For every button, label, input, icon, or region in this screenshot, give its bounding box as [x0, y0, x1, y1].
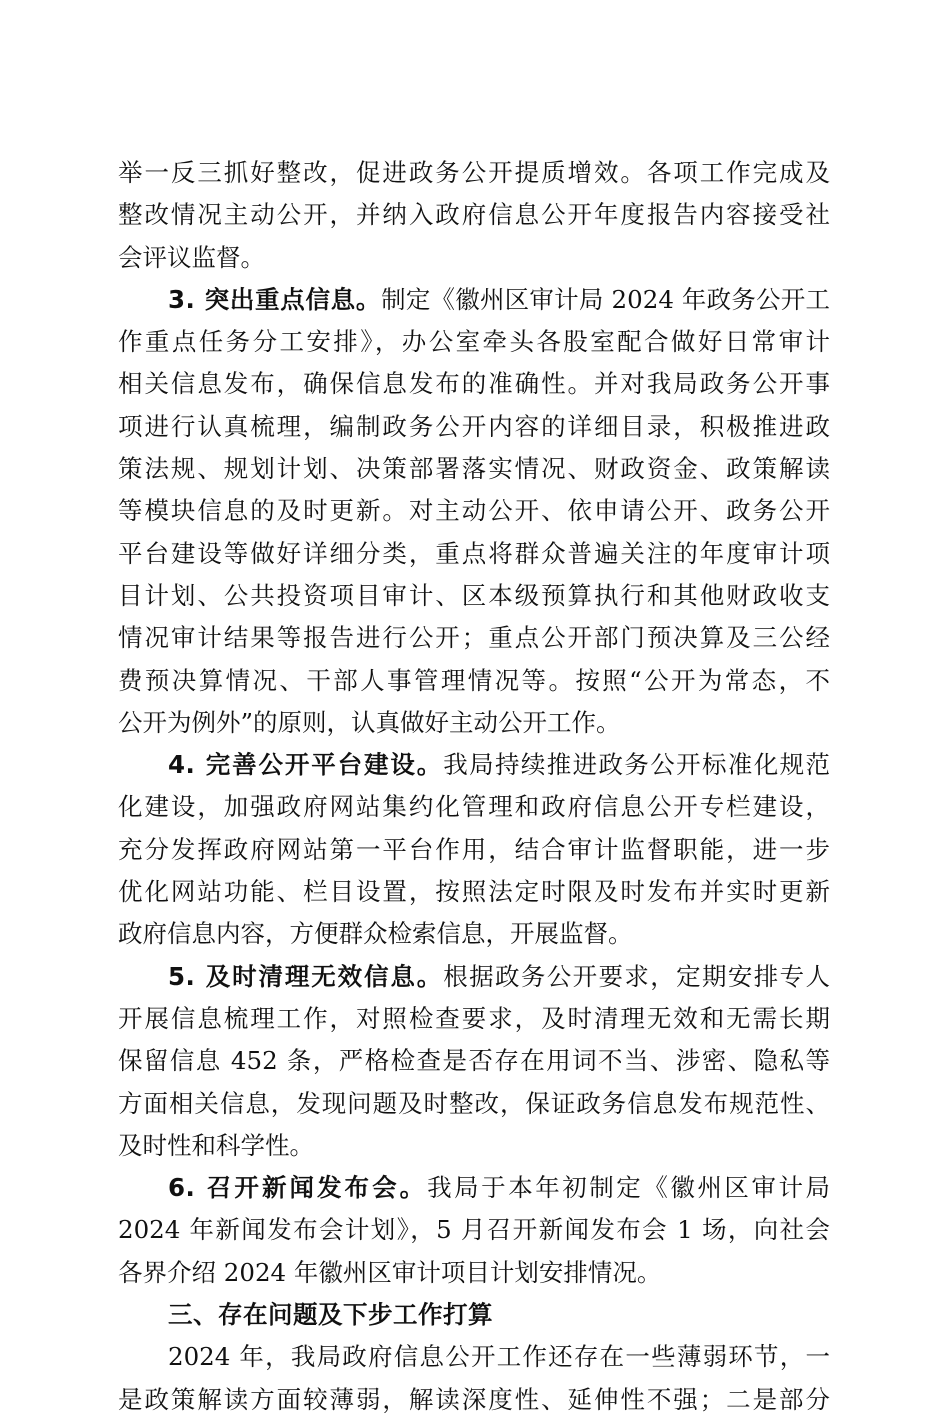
- text-line: 各界介绍 2024 年徽州区审计项目计划安排情况。: [118, 1257, 662, 1287]
- text-line: 优化网站功能、栏目设置，按照法定时限及时发布并实时更新: [118, 877, 830, 907]
- section-3-first-line: [118, 279, 830, 321]
- text-line: 作重点任务分工安排》，办公室牵头各股室配合做好日常审计: [118, 327, 830, 357]
- section-4-heading: 4. 完善公开平台建设。: [168, 750, 444, 780]
- text-line: 整改情况主动公开，并纳入政府信息公开年度报告内容接受社: [118, 200, 830, 230]
- text-line: 费预决算情况、干部人事管理情况等。按照“公开为常态，不: [118, 665, 830, 695]
- text-line: 政府信息内容，方便群众检索信息，开展监督。: [118, 919, 633, 949]
- document-page: [118, 152, 830, 1421]
- text-line: 方面相关信息，发现问题及时整改，保证政务信息发布规范性、: [118, 1088, 830, 1118]
- text-line: 相关信息发布，确保信息发布的准确性。并对我局政务公开事: [118, 369, 830, 399]
- text-line: 及时性和科学性。: [118, 1130, 314, 1160]
- text-line: 2024 年新闻发布会计划》，5 月召开新闻发布会 1 场，向社会: [118, 1215, 830, 1245]
- text-line: 会评议监督。: [118, 242, 265, 272]
- section-5-heading: 5. 及时清理无效信息。: [168, 961, 444, 991]
- section-4-first-line: [118, 744, 830, 786]
- text-line: 公开为例外”的原则，认真做好主动公开工作。: [118, 707, 621, 737]
- section-6-text: 我局于本年初制定《徽州区审计局: [427, 1173, 830, 1203]
- section-6-first-line: [118, 1167, 830, 1209]
- text-line: 等模块信息的及时更新。对主动公开、依申请公开、政务公开: [118, 496, 830, 526]
- text-line: 项进行认真梳理，编制政务公开内容的详细目录，积极推进政: [118, 411, 830, 441]
- text-line: 2024 年，我局政府信息公开工作还存在一些薄弱环节，一: [168, 1342, 830, 1372]
- text-line: 平台建设等做好详细分类，重点将群众普遍关注的年度审计项: [118, 538, 830, 568]
- text-line: 保留信息 452 条，严格检查是否存在用词不当、涉密、隐私等: [118, 1046, 830, 1076]
- text-line: 开展信息梳理工作，对照检查要求，及时清理无效和无需长期: [118, 1003, 830, 1033]
- section-heading: 三、存在问题及下步工作打算: [168, 1300, 493, 1330]
- text-line: 举一反三抓好整改，促进政务公开提质增效。各项工作完成及: [118, 158, 830, 187]
- text-line: 策法规、规划计划、决策部署落实情况、财政资金、政策解读: [118, 454, 830, 484]
- text-line: 充分发挥政府网站第一平台作用，结合审计监督职能，进一步: [118, 834, 830, 864]
- section-6-heading: 6. 召开新闻发布会。: [168, 1173, 428, 1203]
- text-line: 是政策解读方面较薄弱，解读深度性、延伸性不强；二是部分: [118, 1384, 830, 1414]
- section-5-first-line: [118, 956, 830, 998]
- section-4-text: 我局持续推进政务公开标准化规范: [443, 750, 830, 780]
- text-line: 化建设，加强政府网站集约化管理和政府信息公开专栏建设，: [118, 792, 830, 822]
- section-5-text: 根据政务公开要求，定期安排专人: [443, 961, 830, 991]
- text-line: 情况审计结果等报告进行公开；重点公开部门预决算及三公经: [118, 623, 830, 653]
- section-3-heading: 3. 突出重点信息。: [168, 284, 382, 314]
- section-3-text: 制定《徽州区审计局 2024 年政务公开工: [381, 284, 830, 314]
- text-line: 目计划、公共投资项目审计、区本级预算执行和其他财政收支: [118, 580, 830, 610]
